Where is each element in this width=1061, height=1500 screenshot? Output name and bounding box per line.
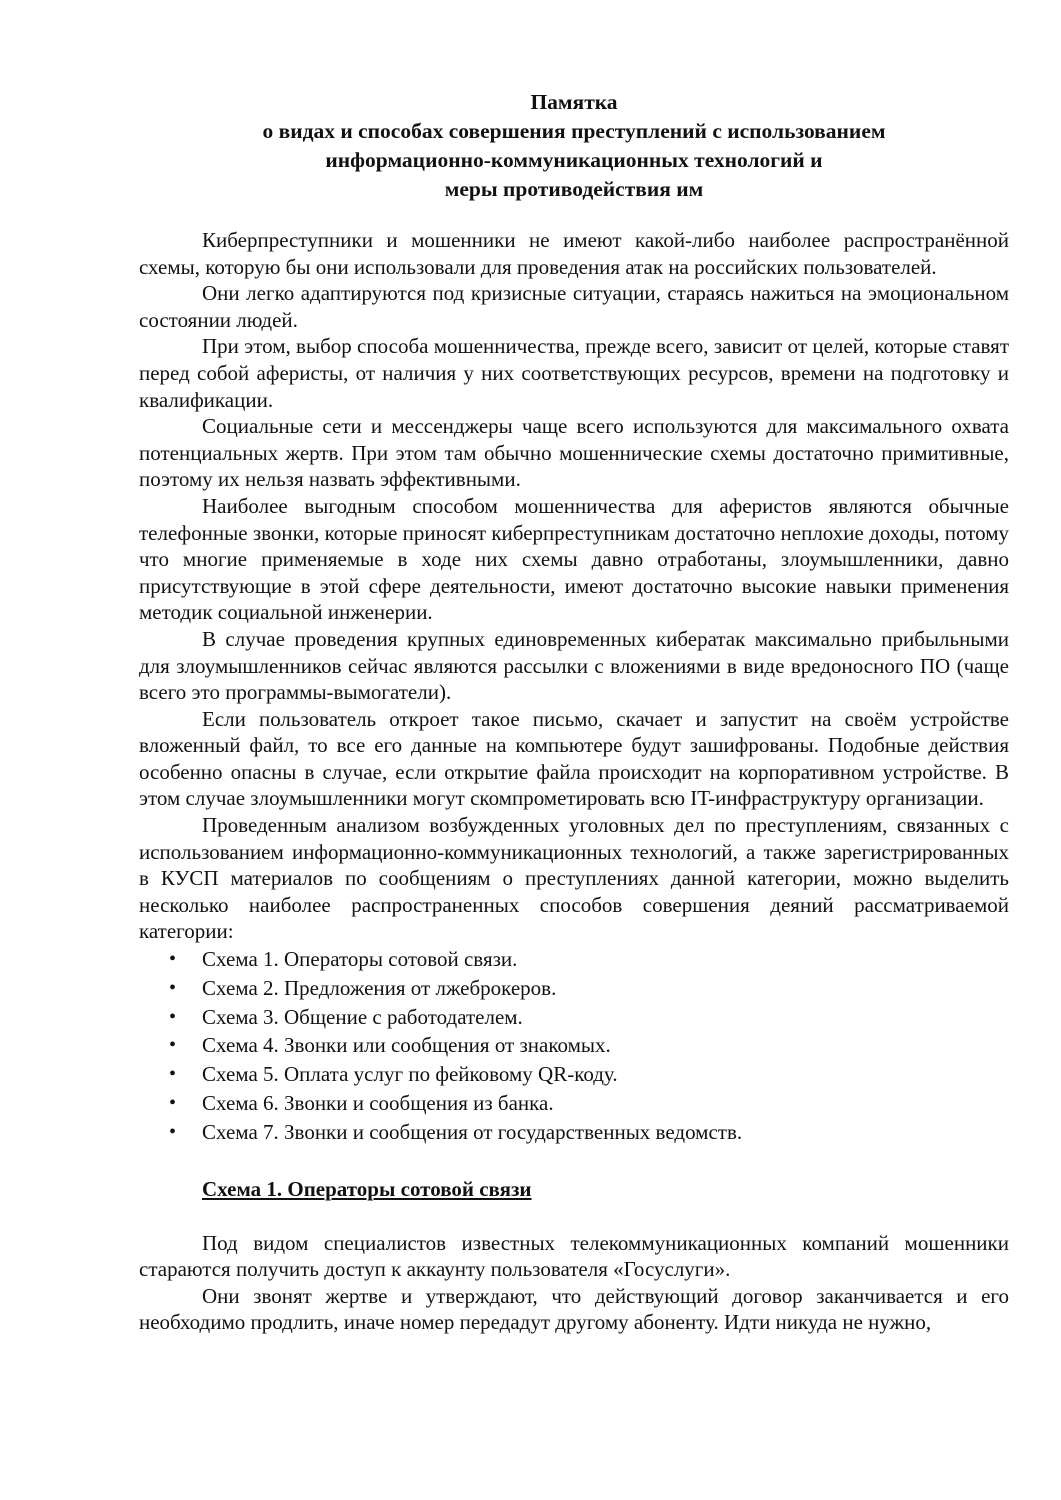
paragraph: Они легко адаптируются под кризисные ситуации, стараясь нажиться на эмоциональном состоянии людей. <box>139 281 1009 332</box>
paragraph: Под видом специалистов известных телекоммуникационных компаний мошенники стараются получить доступ к аккаунту пользователя «Госуслуги». <box>139 1230 1009 1282</box>
section-heading: Схема 1. Операторы сотовой связи <box>202 1176 532 1201</box>
list-item <box>139 1060 1009 1089</box>
list-item-text: Схема 1. Операторы сотовой связи. <box>202 947 518 972</box>
list-item-text: Схема 2. Предложения от лжеброкеров. <box>202 975 557 1000</box>
bullet-icon: • <box>169 1092 177 1115</box>
bullet-icon: • <box>169 1034 177 1057</box>
bullet-icon: • <box>169 1120 177 1143</box>
bullet-icon: • <box>169 1063 177 1086</box>
intro-section <box>139 227 1009 945</box>
title-line-3: информационно-коммуникационных технологий и <box>325 148 823 172</box>
schemes-list <box>139 945 1009 1147</box>
paragraph: При этом, выбор способа мошенничества, прежде всего, зависит от целей, которые ставят перед собой аферисты, от наличия у них соответствующих ресурсов, времени на подготовку и квалификации. <box>139 334 1009 412</box>
document-title <box>139 88 1009 204</box>
list-item <box>139 1118 1009 1147</box>
paragraph: Они звонят жертве и утверждают, что действующий договор заканчивается и его необходимо продлить, иначе номер передадут другому абоненту. Идти никуда не нужно, <box>139 1283 1009 1335</box>
list-item-text: Схема 4. Звонки или сообщения от знакомых. <box>202 1033 611 1058</box>
list-item-text: Схема 7. Звонки и сообщения от государственных ведомств. <box>202 1119 743 1144</box>
section-1-body <box>139 1230 1009 1336</box>
list-item <box>139 1089 1009 1118</box>
list-item-text: Схема 6. Звонки и сообщения из банка. <box>202 1091 554 1116</box>
list-item <box>139 974 1009 1003</box>
bullet-icon: • <box>169 948 177 971</box>
title-line-2: о видах и способах совершения преступлений с использованием <box>262 119 886 143</box>
list-item <box>139 1031 1009 1060</box>
title-line-4: меры противодействия им <box>444 177 704 201</box>
paragraph: Если пользователь откроет такое письмо, скачает и запустит на своём устройстве вложенный файл, то все его данные на компьютере будут зашифрованы. Подобные действия особенно опасны в случае, если открытие файла происходит на корпоративном устройстве. В этом случае злоумышленники могут скомпрометировать всю IT-инфраструктуру организации. <box>139 706 1009 811</box>
bullet-icon: • <box>169 1005 177 1028</box>
list-item-text: Схема 3. Общение с работодателем. <box>202 1004 523 1029</box>
list-item-text: Схема 5. Оплата услуг по фейковому QR-коду. <box>202 1062 618 1087</box>
paragraph: Социальные сети и мессенджеры чаще всего используются для максимального охвата потенциальных жертв. При этом там обычно мошеннические схемы достаточно примитивные, поэтому их нельзя назвать эффективными. <box>139 414 1009 492</box>
paragraph: В случае проведения крупных единовременных кибератак максимально прибыльными для злоумышленников сейчас являются рассылки с вложениями в виде вредоносного ПО (чаще всего это программы-вымогатели). <box>139 626 1009 705</box>
bullet-icon: • <box>169 976 177 999</box>
list-item <box>139 945 1009 974</box>
paragraph: Киберпреступники и мошенники не имеют какой-либо наиболее распространённой схемы, которую бы они использовали для проведения атак на российских пользователей. <box>139 228 1009 279</box>
paragraph: Наиболее выгодным способом мошенничества для аферистов являются обычные телефонные звонки, которые приносят киберпреступникам достаточно неплохие доходы, потому что многие применяемые в ходе них схемы давно отработаны, злоумышленники, давно присутствующие в этой сфере деятельности, имеют достаточно высокие навыки применения методик социальной инженерии. <box>139 493 1009 625</box>
list-item <box>139 1003 1009 1032</box>
paragraph: Проведенным анализом возбужденных уголовных дел по преступлениям, связанных с использованием информационно-коммуникационных технологий, а также зарегистрированных в КУСП материалов по сообщениям о преступлениях данной категории, можно выделить несколько наиболее распространенных способов совершения деяний рассматриваемой категории: <box>139 813 1009 944</box>
title-line-1: Памятка <box>530 90 618 114</box>
